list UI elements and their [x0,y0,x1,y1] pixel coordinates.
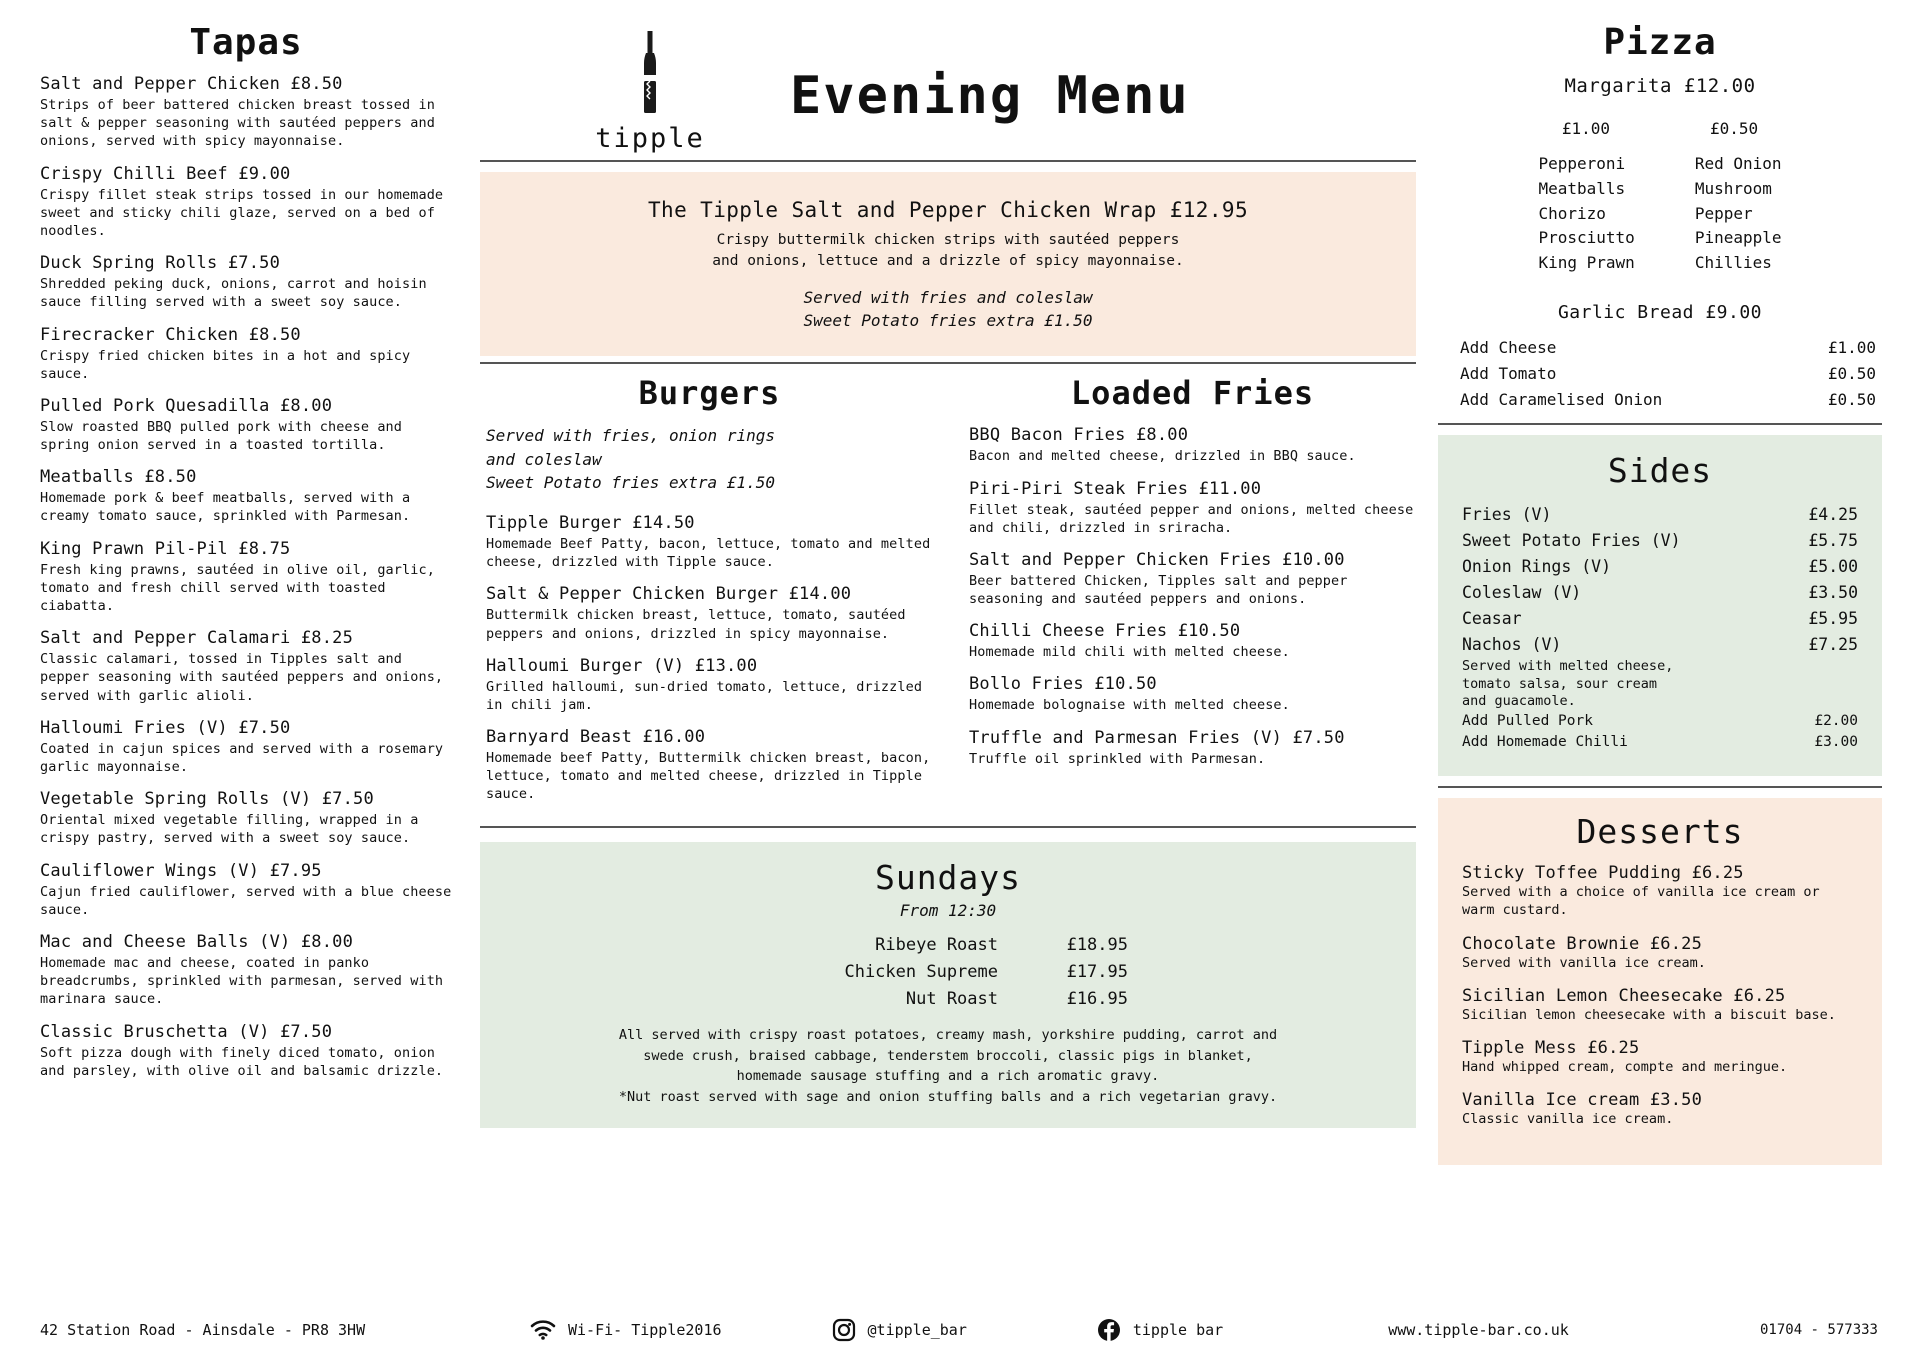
nachos-note-line-3: and guacamole. [1462,693,1576,710]
menu-item-name: Salt and Pepper Chicken Fries £10.00 [969,549,1345,570]
tapas-heading: Tapas [189,22,303,63]
tapas-list [40,73,452,1080]
menu-item-name: Pulled Pork Quesadilla £8.00 [40,395,333,416]
side-item-row [1462,580,1858,606]
side-addon-label: Add Pulled Pork [1462,712,1593,729]
pizza-topping: King Prawn [1538,253,1635,273]
menu-item [40,73,452,151]
menu-item [969,478,1416,537]
menu-item-description: Slow roasted BBQ pulled pork with cheese and spring onion served in a toasted tortilla. [40,418,403,454]
footer-instagram[interactable] [832,1318,967,1342]
footer-website[interactable] [1388,1321,1569,1339]
side-price: £5.00 [1808,556,1858,576]
menu-item-name: Classic Bruschetta (V) £7.50 [40,1021,333,1042]
header-divider [480,160,1416,162]
roast-name: Chicken Supreme [844,961,998,982]
burgers-note-line-2: and coleslaw [486,449,602,469]
pizza-addon-label: Add Caramelised Onion [1460,389,1663,409]
pizza-addon-price: £0.50 [1827,389,1876,409]
pizza-addon-row [1460,335,1876,361]
side-item-label: Ceasar [1462,608,1522,628]
menu-item [486,726,933,804]
burgers-note-line-3: Sweet Potato fries extra £1.50 [486,472,775,492]
brand-logo [590,31,710,154]
dessert-item [1462,1090,1858,1128]
side-item-row [1462,502,1858,528]
menu-item-name: Meatballs £8.50 [40,467,197,488]
page-title: Evening Menu [790,66,1190,126]
sides-divider [1438,423,1882,425]
wine-bottle-corkscrew-icon [635,31,665,121]
featured-description [500,230,1396,272]
roast-row [768,959,1128,986]
side-item-label: Sweet Potato Fries (V) [1462,530,1681,550]
side-item-label: Onion Rings (V) [1462,556,1612,576]
menu-item-description: Homemade Beef Patty, bacon, lettuce, tomato and melted cheese, drizzled with Tipple sauce. [486,535,931,571]
pizza-addon-row [1460,387,1876,413]
dessert-description: Served with vanilla ice cream. [1462,954,1706,971]
pizza-topping: Chorizo [1538,203,1606,223]
dessert-name: Sticky Toffee Pudding £6.25 [1462,863,1744,884]
brand-wordmark: tipple [595,123,705,154]
menu-item [486,583,933,642]
menu-item-description: Beer battered Chicken, Tipples salt and pepper seasoning and sautéed peppers and onions. [969,572,1348,608]
menu-item-description: Homemade bolognaise with melted cheese. [969,697,1290,714]
burgers-note-line-1: Served with fries, onion rings [486,426,775,446]
topping-list-2 [1695,152,1782,276]
menu-item-name: Mac and Cheese Balls (V) £8.00 [40,932,354,952]
sundays-footnotes [508,1026,1388,1107]
pizza-addon-label: Add Cheese [1460,337,1557,357]
menu-item [486,512,933,571]
menu-item-description: Classic calamari, tossed in Tipples salt and pepper seasoning with sautéed peppers and onions, served with garlic alioli. [40,651,444,704]
pizza-topping: Pepperoni [1538,154,1626,173]
pizza-topping: Prosciutto [1538,228,1635,248]
website-url: www.tipple-bar.co.uk [1388,1321,1569,1339]
pizza-topping: Red Onion [1694,154,1782,173]
side-addon-row [1462,711,1858,733]
menu-item-name: Halloumi Burger (V) £13.00 [486,655,758,676]
menu-item-description: Strips of beer battered chicken breast tossed in salt & pepper seasoning with sautéed peppers and onions, served with spicy mayonnaise. [40,96,435,150]
side-addon-label: Add Homemade Chilli [1462,734,1628,751]
dessert-description: Served with a choice of vanilla ice cream or warm custard. [1462,884,1820,919]
right-column [1430,0,1920,1165]
sundays-foot-line-3: homemade sausage stuffing and a rich aromatic gravy. [736,1068,1160,1085]
pizza-topping: Mushroom [1694,178,1772,198]
menu-item-name: Bollo Fries £10.50 [969,674,1157,695]
tapas-column [0,0,470,1092]
menu-item [40,395,452,454]
pizza-topping: Meatballs [1538,178,1626,198]
pizza-addons-list [1438,335,1882,413]
side-price: £5.75 [1808,530,1858,550]
dessert-item [1462,863,1858,919]
menu-item-description: Fillet steak, sautéed pepper and onions, melted cheese and chili, drizzled in sriracha. [969,501,1414,536]
instagram-icon [832,1318,856,1342]
pizza-addon-label: Add Tomato [1460,363,1557,383]
roast-row [768,986,1128,1013]
menu-item [40,252,452,311]
desserts-panel [1438,798,1882,1164]
menu-item-name: King Prawn Pil-Pil £8.75 [40,538,291,559]
menu-item-description: Buttermilk chicken breast, lettuce, tomato, sautéed peppers and onions, drizzled in spicy mayonnaise. [486,607,906,642]
nachos-note-line-1: Served with melted cheese, [1462,658,1674,675]
menu-item [969,673,1416,714]
featured-special-box [480,172,1416,356]
desserts-heading: Desserts [1576,812,1744,852]
menu-item-name: Firecracker Chicken £8.50 [40,324,301,345]
footer-phone: 01704 - 577333 [1759,1322,1878,1338]
loaded-fries-column [969,374,1416,815]
menu-item-description: Homemade mac and cheese, coated in panko breadcrumbs, sprinkled with parmesan, served with marinara sauce. [40,954,444,1008]
dessert-item [1462,1038,1858,1076]
side-item-row [1462,632,1858,658]
menu-item-name: Salt and Pepper Chicken £8.50 [40,74,343,94]
sides-addons-list [1462,711,1858,755]
pizza-addon-price: £0.50 [1827,363,1876,383]
dessert-item [1462,934,1858,972]
menu-item [40,931,452,1009]
menu-item [969,549,1416,608]
pizza-heading: Pizza [1603,22,1717,63]
menu-item [40,860,452,919]
sundays-from-time: From 12:30 [899,900,997,920]
featured-desc-line-1: Crispy buttermilk chicken strips with sautéed peppers [716,232,1180,248]
menu-item-description: Homemade mild chili with melted cheese. [969,644,1290,661]
sundays-heading: Sundays [874,857,1022,897]
menu-item [40,717,452,776]
menu-item-name: Piri-Piri Steak Fries £11.00 [969,478,1262,499]
side-item-row [1462,528,1858,554]
pizza-topping: Pepper [1694,203,1753,223]
menu-header [480,14,1416,154]
menu-item-name: Chilli Cheese Fries £10.50 [969,621,1241,642]
side-addon-price: £3.00 [1814,734,1858,751]
menu-item-description: Homemade beef Patty, Buttermilk chicken breast, bacon, lettuce, tomato and melted cheese, drizzled in Tipple sauce. [486,750,931,803]
facebook-icon [1097,1318,1121,1342]
menu-item-description: Bacon and melted cheese, drizzled in BBQ sauce. [969,448,1356,465]
topping-price-col2: £0.50 [1710,119,1759,138]
pizza-section [1438,22,1882,323]
menu-item-description: Cajun fried cauliflower, served with a blue cheese sauce. [40,883,452,918]
menu-item [40,466,452,525]
dessert-item [1462,986,1858,1024]
wifi-label: Wi-Fi- Tipple2016 [568,1321,722,1339]
menu-item [40,538,452,616]
featured-serving-note [500,286,1396,332]
menu-item-name: Duck Spring Rolls £7.50 [40,253,281,274]
sundays-foot-line-1: All served with crispy roast potatoes, creamy mash, yorkshire pudding, carrot and [618,1027,1278,1044]
nachos-note-line-2: tomato salsa, sour cream [1462,675,1658,692]
sundays-panel [480,842,1416,1128]
dessert-name: Chocolate Brownie £6.25 [1462,933,1703,954]
sundays-divider [480,826,1416,828]
loaded-fries-heading: Loaded Fries [1070,374,1315,413]
menu-item-description: Oriental mixed vegetable filling, wrapped in a crispy pastry, served with a sweet soy sauce. [40,812,419,847]
menu-item [40,324,452,383]
pizza-addon-row [1460,361,1876,387]
wifi-icon [530,1320,556,1340]
featured-title: The Tipple Salt and Pepper Chicken Wrap £12.95 [648,198,1248,222]
side-addon-price: £2.00 [1814,712,1858,729]
menu-item-description: Truffle oil sprinkled with Parmesan. [969,750,1266,767]
featured-divider [480,362,1416,364]
dessert-name: Sicilian Lemon Cheesecake £6.25 [1462,985,1786,1006]
menu-item [40,163,452,241]
desserts-divider [1438,786,1882,788]
footer-address: 42 Station Road - Ainsdale - PR8 3HW [40,1321,366,1339]
menu-item-description: Coated in cajun spices and served with a rosemary garlic mayonnaise. [40,740,444,776]
featured-desc-line-2: and onions, lettuce and a drizzle of spicy mayonnaise. [712,253,1184,270]
desserts-list [1462,863,1858,1128]
menu-item-name: Crispy Chilli Beef £9.00 [40,163,291,184]
main-column [470,0,1430,1128]
sundays-roast-list [768,932,1128,1014]
menu-item-name: Barnyard Beast £16.00 [486,727,706,748]
side-price: £3.50 [1808,582,1858,602]
pizza-topping: Pineapple [1694,228,1782,248]
menu-item [40,627,452,705]
footer-wifi [530,1320,722,1340]
side-item-row [1462,554,1858,580]
instagram-handle: @tipple_bar [867,1321,967,1339]
menu-item-name: Cauliflower Wings (V) £7.95 [40,860,322,881]
dessert-description: Sicilian lemon cheesecake with a biscuit base. [1462,1006,1836,1023]
featured-note-line-1: Served with fries and coleslaw [803,288,1093,308]
menu-item [486,655,933,714]
side-addon-row [1462,732,1858,754]
nachos-note [1462,658,1858,711]
roast-price: £18.95 [1066,934,1128,955]
side-item-label: Nachos (V) [1462,635,1562,655]
menu-item-name: BBQ Bacon Fries £8.00 [969,425,1189,446]
burgers-column [480,374,933,815]
dessert-name: Tipple Mess £6.25 [1462,1038,1640,1059]
sides-list [1462,502,1858,658]
menu-item [969,727,1416,768]
dessert-description: Classic vanilla ice cream. [1462,1111,1674,1128]
sides-panel [1438,435,1882,777]
facebook-page: tipple bar [1132,1321,1224,1339]
side-price: £7.25 [1808,635,1858,655]
menu-item-description: Homemade pork & beef meatballs, served with a creamy tomato sauce, sprinkled with Parmesan. [40,490,411,525]
roast-row [768,932,1128,959]
menu-item-description: Crispy fried chicken bites in a hot and spicy sauce. [40,347,411,382]
pizza-topping: Chillies [1694,253,1772,273]
menu-item [969,424,1416,465]
topping-price-headers [1438,119,1882,138]
featured-note-line-2: Sweet Potato fries extra £1.50 [803,311,1093,331]
menu-item-description: Shredded peking duck, onions, carrot and hoisin sauce filling served with a sweet soy sauce. [40,276,427,311]
menu-item-name: Truffle and Parmesan Fries (V) £7.50 [969,727,1345,748]
side-item-label: Fries (V) [1462,504,1552,524]
pizza-addon-price: £1.00 [1827,337,1876,357]
side-price: £4.25 [1808,504,1858,524]
menu-item [969,620,1416,661]
menu-item-name: Salt and Pepper Calamari £8.25 [40,628,354,649]
roast-price: £16.95 [1066,989,1128,1010]
roast-price: £17.95 [1066,961,1128,982]
loaded-fries-list [969,424,1416,767]
roast-name: Ribeye Roast [875,934,998,955]
footer-contacts [470,1318,1670,1342]
garlic-bread-line: Garlic Bread £9.00 [1557,301,1763,323]
sundays-foot-line-2: swede crush, braised cabbage, tenderstem broccoli, classic pigs in blanket, [643,1047,1253,1064]
menu-item-description: Crispy fillet steak strips tossed in our homemade sweet and sticky chili glaze, served on a bed of noodles. [40,186,444,239]
topping-lists [1438,152,1882,276]
dessert-description: Hand whipped cream, compte and meringue. [1462,1059,1788,1076]
topping-list-1 [1538,152,1634,276]
pizza-margarita-line: Margarita £12.00 [1564,75,1756,97]
burgers-list [486,512,933,804]
menu-item-name: Tipple Burger £14.50 [486,512,695,533]
burgers-serving-note [486,424,933,494]
menu-footer [0,1302,1920,1358]
sides-heading: Sides [1607,450,1713,490]
footer-facebook[interactable] [1097,1318,1223,1342]
menu-item-name: Halloumi Fries (V) £7.50 [40,717,291,738]
menu-item-description: Fresh king prawns, sautéed in olive oil, garlic, tomato and fresh chill served with toasted ciabatta. [40,561,435,615]
roast-name: Nut Roast [905,989,998,1010]
dessert-name: Vanilla Ice cream £3.50 [1462,1090,1703,1111]
side-price: £5.95 [1808,608,1858,628]
burgers-and-fries-row [480,374,1416,815]
side-item-label: Coleslaw (V) [1462,582,1582,602]
side-item-row [1462,606,1858,632]
menu-item [40,1021,452,1080]
menu-item [40,788,452,847]
menu-item-name: Vegetable Spring Rolls (V) £7.50 [40,789,374,810]
topping-price-col1: £1.00 [1561,119,1610,138]
menu-item-description: Soft pizza dough with finely diced tomato, onion and parsley, with olive oil and balsamic drizzle. [40,1044,444,1079]
menu-item-name: Salt & Pepper Chicken Burger £14.00 [486,584,852,605]
burgers-heading: Burgers [638,374,781,413]
sundays-foot-line-4: *Nut roast served with sage and onion stuffing balls and a rich vegetarian gravy. [618,1088,1278,1105]
menu-item-description: Grilled halloumi, sun-dried tomato, lettuce, drizzled in chili jam. [486,678,923,713]
